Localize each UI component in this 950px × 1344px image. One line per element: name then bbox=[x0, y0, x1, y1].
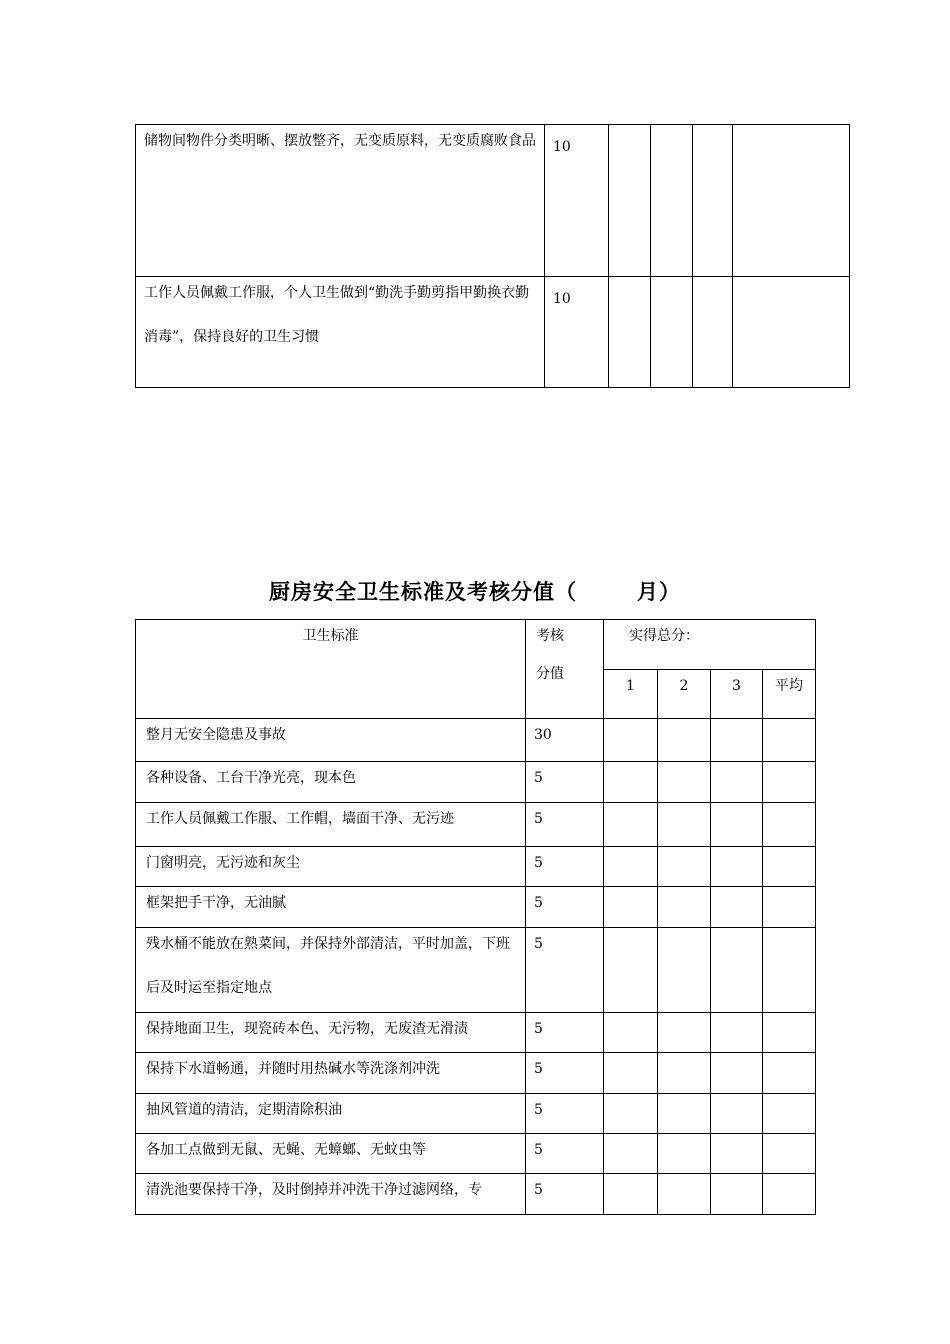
score-value: 30 bbox=[534, 727, 552, 743]
table-row bbox=[136, 847, 816, 887]
standard-cell bbox=[136, 125, 545, 277]
standard-cell bbox=[136, 928, 526, 1013]
score-cell bbox=[526, 847, 604, 887]
score-input-cell[interactable] bbox=[604, 762, 658, 803]
table-row bbox=[136, 928, 816, 1013]
score-value: 10 bbox=[553, 291, 571, 307]
standard-cell bbox=[136, 1053, 526, 1094]
standard-cell bbox=[136, 1174, 526, 1215]
score-input-cell[interactable] bbox=[658, 803, 711, 847]
score-value: 5 bbox=[534, 1102, 543, 1118]
header-col-2-label: 2 bbox=[679, 678, 689, 694]
standard-text: 整月无安全隐患及事故 bbox=[146, 727, 286, 743]
average-cell[interactable] bbox=[763, 719, 816, 762]
header-col-avg bbox=[763, 670, 816, 719]
score-cell bbox=[526, 1053, 604, 1094]
score-value: 5 bbox=[534, 1061, 543, 1077]
average-cell[interactable] bbox=[763, 803, 816, 847]
score-input-cell[interactable] bbox=[604, 719, 658, 762]
standard-text: 保持地面卫生，现瓷砖本色、无污物，无废渣无滑渍 bbox=[146, 1021, 468, 1037]
standard-text: 框架把手干净，无油腻 bbox=[146, 895, 286, 911]
score-value: 5 bbox=[534, 770, 543, 786]
average-cell[interactable] bbox=[763, 1013, 816, 1053]
score-value: 10 bbox=[553, 139, 571, 155]
table-row bbox=[136, 1134, 816, 1174]
standard-text: 工作人员佩戴工作服，个人卫生做到“勤洗手勤剪指甲勤换衣勤消毒”，保持良好的卫生习惯 bbox=[144, 285, 530, 345]
section-title bbox=[0, 576, 950, 606]
average-cell[interactable] bbox=[763, 1094, 816, 1134]
table-row bbox=[136, 719, 816, 762]
table-row bbox=[136, 1013, 816, 1053]
standard-text: 各种设备、工台干净光亮，现本色 bbox=[146, 770, 356, 786]
score-cell bbox=[526, 762, 604, 803]
score-cell bbox=[526, 1134, 604, 1174]
score-cell bbox=[526, 887, 604, 928]
table-row bbox=[136, 1053, 816, 1094]
kitchen-hygiene-table bbox=[135, 619, 816, 1215]
header-standard bbox=[136, 620, 526, 719]
score-input-cell[interactable] bbox=[693, 125, 733, 277]
score-input-cell[interactable] bbox=[711, 1013, 763, 1053]
header-standard-label: 卫生标准 bbox=[302, 628, 359, 644]
score-input-cell[interactable] bbox=[711, 1174, 763, 1215]
header-score-line1: 考核 bbox=[536, 628, 564, 644]
hygiene-table-continued bbox=[135, 124, 850, 388]
score-input-cell[interactable] bbox=[658, 1013, 711, 1053]
average-cell[interactable] bbox=[763, 887, 816, 928]
score-input-cell[interactable] bbox=[658, 1174, 711, 1215]
score-cell bbox=[545, 277, 609, 388]
standard-cell bbox=[136, 803, 526, 847]
standard-text: 各加工点做到无鼠、无蝇、无蟑螂、无蚊虫等 bbox=[146, 1142, 426, 1158]
header-score-line2: 分值 bbox=[536, 666, 564, 682]
standard-cell bbox=[136, 1013, 526, 1053]
standard-text: 门窗明亮，无污迹和灰尘 bbox=[146, 855, 300, 871]
header-score bbox=[526, 620, 604, 719]
score-input-cell[interactable] bbox=[604, 1134, 658, 1174]
score-input-cell[interactable] bbox=[651, 125, 693, 277]
standard-cell bbox=[136, 847, 526, 887]
score-input-cell[interactable] bbox=[604, 1013, 658, 1053]
score-input-cell[interactable] bbox=[711, 1134, 763, 1174]
score-input-cell[interactable] bbox=[658, 719, 711, 762]
score-input-cell[interactable] bbox=[651, 277, 693, 388]
standard-text: 保持下水道畅通，并随时用热碱水等洗涤剂冲洗 bbox=[146, 1061, 440, 1077]
standard-cell bbox=[136, 719, 526, 762]
score-value: 5 bbox=[534, 1142, 543, 1158]
score-input-cell[interactable] bbox=[658, 928, 711, 1013]
table-row bbox=[136, 803, 816, 847]
header-col-avg-label: 平均 bbox=[775, 678, 803, 694]
table-row bbox=[136, 125, 850, 277]
header-actual-total bbox=[604, 620, 816, 670]
table-row bbox=[136, 1174, 816, 1215]
header-col-1-label: 1 bbox=[626, 678, 635, 694]
header-col-2 bbox=[658, 670, 711, 719]
header-actual-total-label: 实得总分： bbox=[629, 628, 699, 644]
score-input-cell[interactable] bbox=[604, 847, 658, 887]
score-input-cell[interactable] bbox=[604, 928, 658, 1013]
score-input-cell[interactable] bbox=[711, 847, 763, 887]
score-input-cell[interactable] bbox=[604, 1174, 658, 1215]
standard-text: 残水桶不能放在熟菜间，并保持外部清洁，平时加盖，下班后及时运至指定地点 bbox=[146, 936, 510, 996]
score-input-cell[interactable] bbox=[658, 762, 711, 803]
average-cell[interactable] bbox=[763, 847, 816, 887]
average-cell[interactable] bbox=[763, 762, 816, 803]
score-input-cell[interactable] bbox=[658, 1053, 711, 1094]
header-col-1 bbox=[604, 670, 658, 719]
score-input-cell[interactable] bbox=[711, 1094, 763, 1134]
score-cell bbox=[526, 1094, 604, 1134]
average-cell[interactable] bbox=[763, 1053, 816, 1094]
score-cell bbox=[526, 719, 604, 762]
score-input-cell[interactable] bbox=[693, 277, 733, 388]
standard-text: 工作人员佩戴工作服、工作帽，墙面干净、无污迹 bbox=[146, 811, 454, 827]
standard-text: 储物间物件分类明晰、摆放整齐，无变质原料，无变质腐败食品 bbox=[144, 133, 536, 149]
title-suffix: 月） bbox=[637, 580, 681, 604]
score-cell bbox=[526, 1174, 604, 1215]
title-prefix: 厨房安全卫生标准及考核分值（ bbox=[269, 580, 577, 604]
score-input-cell[interactable] bbox=[609, 277, 651, 388]
score-value: 5 bbox=[534, 811, 543, 827]
header-row bbox=[136, 620, 816, 670]
average-cell[interactable] bbox=[763, 1134, 816, 1174]
score-value: 5 bbox=[534, 1182, 543, 1198]
average-cell[interactable] bbox=[763, 1174, 816, 1215]
average-cell[interactable] bbox=[733, 125, 850, 277]
score-input-cell[interactable] bbox=[604, 803, 658, 847]
score-input-cell[interactable] bbox=[604, 887, 658, 928]
score-input-cell[interactable] bbox=[711, 1053, 763, 1094]
standard-text: 抽风管道的清洁，定期清除积油 bbox=[146, 1102, 342, 1118]
score-input-cell[interactable] bbox=[658, 847, 711, 887]
standard-text: 清洗池要保持干净，及时倒掉并冲洗干净过滤网络，专 bbox=[146, 1182, 482, 1198]
score-cell bbox=[545, 125, 609, 277]
score-value: 5 bbox=[534, 895, 543, 911]
score-input-cell[interactable] bbox=[711, 762, 763, 803]
header-col-3 bbox=[711, 670, 763, 719]
score-input-cell[interactable] bbox=[658, 1134, 711, 1174]
score-cell bbox=[526, 928, 604, 1013]
average-cell[interactable] bbox=[733, 277, 850, 388]
standard-cell bbox=[136, 1134, 526, 1174]
score-input-cell[interactable] bbox=[711, 928, 763, 1013]
score-input-cell[interactable] bbox=[609, 125, 651, 277]
score-input-cell[interactable] bbox=[604, 1053, 658, 1094]
score-value: 5 bbox=[534, 936, 543, 952]
table-row bbox=[136, 277, 850, 388]
score-input-cell[interactable] bbox=[658, 1094, 711, 1134]
table-row bbox=[136, 1094, 816, 1134]
score-input-cell[interactable] bbox=[711, 803, 763, 847]
score-input-cell[interactable] bbox=[604, 1094, 658, 1134]
score-input-cell[interactable] bbox=[711, 887, 763, 928]
score-cell bbox=[526, 1013, 604, 1053]
standard-cell bbox=[136, 277, 545, 388]
standard-cell bbox=[136, 762, 526, 803]
header-col-3-label: 3 bbox=[732, 678, 741, 694]
score-value: 5 bbox=[534, 855, 543, 871]
score-input-cell[interactable] bbox=[658, 887, 711, 928]
table-row bbox=[136, 762, 816, 803]
score-cell bbox=[526, 803, 604, 847]
standard-cell bbox=[136, 1094, 526, 1134]
average-cell[interactable] bbox=[763, 928, 816, 1013]
score-input-cell[interactable] bbox=[711, 719, 763, 762]
score-value: 5 bbox=[534, 1021, 543, 1037]
